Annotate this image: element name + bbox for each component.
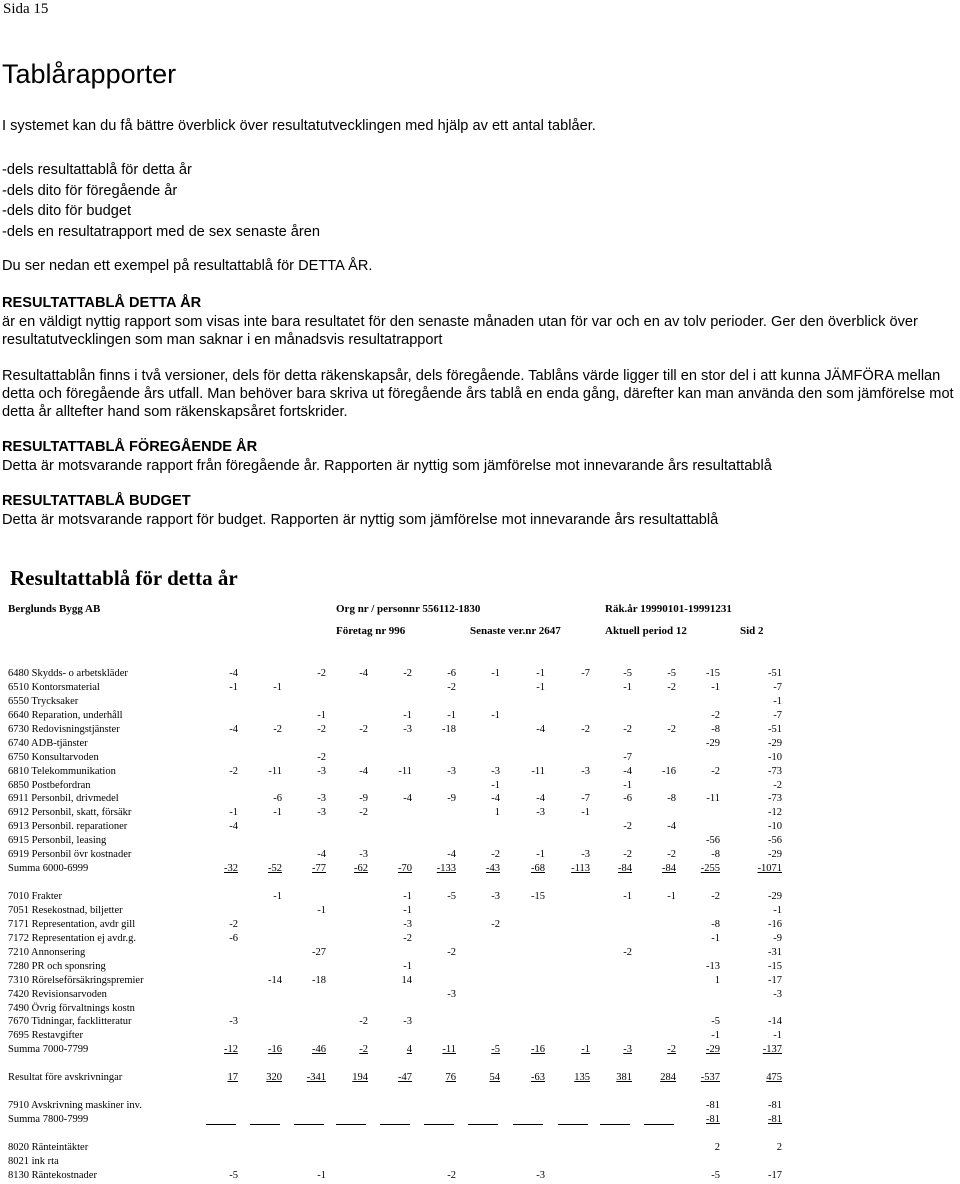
report-account-name: 6919 Personbil övr kostnader — [8, 849, 132, 861]
report-cell: -2 — [317, 668, 326, 679]
report-account-name: 7695 Restavgifter — [8, 1030, 83, 1042]
report-cell: -6 — [229, 932, 238, 944]
report-cell: -11 — [268, 765, 282, 777]
report-table — [0, 668, 786, 1184]
report-cell: -2 — [711, 709, 720, 721]
report-cell: -81 — [706, 1100, 720, 1112]
report-cell: 284 — [660, 1072, 676, 1084]
report-cell: -84 — [618, 863, 632, 875]
report-cell: -2 — [491, 849, 500, 861]
report-cell: -2 — [667, 849, 676, 861]
report-row — [0, 710, 786, 724]
report-cell: -2 — [359, 807, 368, 819]
report-cell: 135 — [574, 1072, 590, 1084]
report-cell: -11 — [531, 765, 545, 777]
report-account-name: 7490 Övrig förvaltnings kostn — [8, 1002, 135, 1014]
report-cell: -56 — [768, 835, 782, 847]
report-account-name: 6850 Postbefordran — [8, 779, 91, 791]
bullet-item: -dels resultattablå för detta år — [2, 162, 192, 178]
report-cell: -14 — [268, 974, 282, 986]
report-cell: -46 — [312, 1044, 326, 1056]
report-cell: -12 — [768, 807, 782, 819]
report-cell: -17 — [768, 1169, 782, 1181]
report-cell: -9 — [359, 793, 368, 805]
report-cell: -4 — [317, 849, 326, 861]
report-cell: -1 — [711, 932, 720, 944]
report-cell: -8 — [667, 793, 676, 805]
report-cell: -7 — [773, 709, 782, 721]
report-cell: -9 — [447, 793, 456, 805]
report-account-name: 7420 Revisionsarvoden — [8, 988, 107, 1000]
report-cell: -1 — [667, 891, 676, 902]
section-detta-ar-heading: RESULTATTABLÅ DETTA ÅR — [2, 295, 202, 311]
report-cell: 76 — [445, 1072, 456, 1084]
report-row — [0, 877, 786, 891]
report-cell: -4 — [536, 723, 545, 735]
report-row — [0, 933, 786, 947]
report-cell: -7 — [623, 751, 632, 763]
bullet-item: -dels dito för föregående år — [2, 182, 178, 199]
report-cell: -1 — [711, 1030, 720, 1042]
report-cell: -51 — [768, 723, 782, 735]
bullet-item: -dels dito för budget — [2, 203, 131, 219]
report-account-name: 7010 Frakter — [8, 891, 62, 902]
report-cell: -84 — [662, 863, 676, 875]
report-cell: 2 — [776, 1141, 782, 1153]
report-account-name: 7670 Tidningar, facklitteratur — [8, 1016, 132, 1028]
report-account-name: 7910 Avskrivning maskiner inv. — [8, 1100, 142, 1112]
report-cell: -1 — [536, 668, 545, 679]
report-sum-row — [0, 863, 786, 877]
report-cell: -3 — [623, 1044, 632, 1056]
report-blank-line — [294, 1124, 324, 1125]
report-sid: Sid 2 — [740, 625, 764, 637]
report-senaste-ver: Senaste ver.nr 2647 — [470, 625, 561, 637]
report-cell: -77 — [312, 863, 326, 875]
report-cell: -2 — [403, 668, 412, 679]
report-blank-line — [468, 1124, 498, 1125]
report-cell: -2 — [317, 751, 326, 763]
report-cell: -3 — [447, 765, 456, 777]
report-blank-line — [380, 1124, 410, 1125]
bullet-item: -dels en resultatrapport med de sex senaste åren — [2, 223, 320, 240]
report-cell: -3 — [536, 807, 545, 819]
report-cell: -15 — [768, 960, 782, 972]
report-cell: 194 — [352, 1072, 368, 1084]
report-cell: -29 — [768, 849, 782, 861]
report-blank-line — [206, 1124, 236, 1125]
report-screenshot — [0, 560, 786, 1181]
report-cell: -4 — [229, 668, 238, 679]
report-cell: -5 — [711, 1169, 720, 1181]
report-cell: -16 — [662, 765, 676, 777]
report-cell: -4 — [229, 821, 238, 833]
report-cell: -7 — [581, 668, 590, 679]
report-row — [0, 682, 786, 696]
report-account-name: 6740 ADB-tjänster — [8, 737, 88, 749]
report-row — [0, 989, 786, 1003]
bullet-list — [2, 160, 960, 242]
report-row — [0, 1156, 786, 1170]
report-cell: -63 — [531, 1072, 545, 1084]
report-account-name: 6810 Telekommunikation — [8, 765, 116, 777]
report-cell: -4 — [623, 765, 632, 777]
report-row — [0, 780, 786, 794]
report-cell: -1 — [273, 807, 282, 819]
report-cell: -2 — [623, 849, 632, 861]
report-blank-line — [250, 1124, 280, 1125]
report-cell: -2 — [623, 946, 632, 958]
report-cell: -1 — [773, 1030, 782, 1042]
report-cell: -2 — [447, 681, 456, 693]
report-cell: 1 — [714, 974, 720, 986]
report-cell: -1 — [536, 681, 545, 693]
report-cell: -70 — [398, 863, 412, 875]
report-row — [0, 1086, 786, 1100]
report-cell: -4 — [359, 668, 368, 679]
report-account-name: Summa 7000-7799 — [8, 1044, 89, 1056]
report-row — [0, 1058, 786, 1072]
report-cell: 475 — [766, 1072, 782, 1084]
report-cell: -5 — [623, 668, 632, 679]
report-cell: -5 — [491, 1044, 500, 1056]
report-cell: -2 — [359, 723, 368, 735]
report-cell: -10 — [768, 821, 782, 833]
report-cell: -73 — [768, 793, 782, 805]
example-line: Du ser nedan ett exempel på resultattablå för DETTA ÅR. — [2, 258, 373, 274]
report-foretag-nr: Företag nr 996 — [336, 625, 406, 637]
report-account-name: 6915 Personbil, leasing — [8, 835, 107, 847]
report-account-name: 7310 Rörelseförsäkringspremier — [8, 974, 144, 986]
report-row — [0, 668, 786, 682]
report-cell: -10 — [768, 751, 782, 763]
section-foregaende-heading: RESULTATTABLÅ FÖREGÅENDE ÅR — [2, 439, 258, 455]
report-account-name: 7172 Representation ej avdr.g. — [8, 932, 137, 944]
report-row — [0, 1170, 786, 1184]
section-budget-text: Detta är motsvarande rapport för budget. Rapporten är nyttig som jämförelse mot innevarande års resultattablå — [2, 512, 719, 528]
report-cell: -4 — [447, 849, 456, 861]
section-budget-heading: RESULTATTABLÅ BUDGET — [2, 493, 191, 509]
report-cell: -11 — [398, 765, 412, 777]
report-row — [0, 1142, 786, 1156]
report-sum-row — [0, 1044, 786, 1058]
report-cell: -43 — [486, 863, 500, 875]
report-cell: -3 — [536, 1169, 545, 1181]
report-account-name: 6480 Skydds- o arbetskläder — [8, 668, 128, 679]
report-cell: -11 — [706, 793, 720, 805]
report-rakar: Räk.år 19990101-19991231 — [605, 603, 732, 615]
report-cell: -2 — [447, 946, 456, 958]
report-company: Berglunds Bygg AB — [8, 603, 101, 615]
report-cell: -81 — [768, 1100, 782, 1112]
section-detta-ar-text1: är en väldigt nyttig rapport som visas inte bara resultatet för den senaste månaden utan för var och en av tolv perioder. Ger den överblick över resultatutvecklingen som man saknar i en månadsvis resultatrapport — [2, 314, 918, 348]
report-cell: 17 — [227, 1072, 238, 1084]
report-blank-line — [644, 1124, 674, 1125]
report-account-name: 8021 ink rta — [8, 1155, 59, 1167]
report-account-name: 6750 Konsultarvoden — [8, 751, 99, 763]
report-cell: -3 — [403, 723, 412, 735]
report-cell: -15 — [531, 891, 545, 902]
report-cell: -3 — [229, 1016, 238, 1028]
report-cell: -5 — [711, 1016, 720, 1028]
report-cell: -1 — [403, 709, 412, 721]
report-blank-line — [558, 1124, 588, 1125]
report-cell: -2 — [667, 681, 676, 693]
report-cell: -1 — [447, 709, 456, 721]
report-account-name: 6550 Trycksaker — [8, 695, 79, 707]
report-title: Resultattablå för detta år — [10, 566, 238, 590]
report-cell: -13 — [706, 960, 720, 972]
report-row — [0, 905, 786, 919]
report-row — [0, 1128, 786, 1142]
report-cell: -56 — [706, 835, 720, 847]
report-cell: -3 — [359, 849, 368, 861]
report-row — [0, 766, 786, 780]
report-account-name: 7210 Annonsering — [8, 946, 86, 958]
report-cell: -5 — [447, 891, 456, 902]
report-cell: 54 — [489, 1072, 500, 1084]
report-cell: -5 — [229, 1169, 238, 1181]
report-cell: 320 — [266, 1072, 282, 1084]
report-cell: -2 — [273, 723, 282, 735]
report-cell: -6 — [273, 793, 282, 805]
report-cell: -52 — [268, 863, 282, 875]
report-cell: -1 — [773, 904, 782, 916]
report-cell: -14 — [768, 1016, 782, 1028]
report-cell: -1 — [403, 891, 412, 902]
report-cell: -29 — [706, 1044, 720, 1056]
report-cell: -1 — [229, 807, 238, 819]
report-sum-row — [0, 1114, 786, 1128]
report-cell: -73 — [768, 765, 782, 777]
report-cell: -1 — [229, 681, 238, 693]
report-cell: -2 — [359, 1044, 368, 1056]
report-aktuell-period: Aktuell period 12 — [605, 625, 687, 637]
report-cell: -18 — [312, 974, 326, 986]
report-account-name: 6510 Kontorsmaterial — [8, 681, 100, 693]
report-cell: -255 — [700, 863, 720, 875]
report-cell: -2 — [667, 1044, 676, 1056]
report-cell: -3 — [317, 807, 326, 819]
report-cell: -1 — [773, 695, 782, 707]
report-row — [0, 1016, 786, 1030]
report-account-name: 6911 Personbil, drivmedel — [8, 793, 119, 805]
report-cell: -81 — [706, 1114, 720, 1125]
report-cell: -1 — [403, 904, 412, 916]
report-cell: -3 — [581, 765, 590, 777]
report-cell: -137 — [762, 1044, 782, 1056]
report-row — [0, 1030, 786, 1044]
report-cell: -47 — [398, 1072, 412, 1084]
report-account-name: 6640 Reparation, underhåll — [8, 709, 123, 721]
report-blank-line — [600, 1124, 630, 1125]
report-cell: -3 — [447, 988, 456, 1000]
report-account-name: 8020 Ränteintäkter — [8, 1141, 89, 1153]
report-cell: -81 — [768, 1114, 782, 1125]
report-blank-line — [513, 1124, 543, 1125]
report-cell: -1 — [317, 1169, 326, 1181]
report-cell: -12 — [224, 1044, 238, 1056]
report-org-nr: Org nr / personnr 556112-1830 — [336, 603, 481, 615]
report-cell: -8 — [711, 849, 720, 861]
report-row — [0, 807, 786, 821]
report-row — [0, 891, 786, 905]
report-row — [0, 1100, 786, 1114]
report-cell: -8 — [711, 723, 720, 735]
report-cell: -1 — [491, 779, 500, 791]
report-cell: -4 — [359, 765, 368, 777]
report-blank-line — [424, 1124, 454, 1125]
page-title: Tablårapporter — [2, 59, 177, 89]
report-cell: -1 — [273, 681, 282, 693]
report-cell: 381 — [616, 1072, 632, 1084]
report-cell: -3 — [773, 988, 782, 1000]
report-cell: -62 — [354, 863, 368, 875]
report-row — [0, 849, 786, 863]
report-cell: -11 — [442, 1044, 456, 1056]
report-cell: -1 — [711, 681, 720, 693]
report-cell: -1 — [403, 960, 412, 972]
report-blank-line — [336, 1124, 366, 1125]
report-cell: -3 — [491, 891, 500, 902]
report-cell: -27 — [312, 946, 326, 958]
report-cell: -7 — [773, 681, 782, 693]
report-cell: -1 — [491, 709, 500, 721]
report-account-name: 8130 Räntekostnader — [8, 1169, 97, 1181]
report-row — [0, 1003, 786, 1017]
report-cell: -29 — [706, 737, 720, 749]
report-cell: -3 — [403, 1016, 412, 1028]
report-cell: -68 — [531, 863, 545, 875]
report-cell: -1 — [317, 904, 326, 916]
report-cell: -16 — [531, 1044, 545, 1056]
report-cell: -3 — [581, 849, 590, 861]
report-cell: -113 — [571, 863, 590, 875]
report-cell: -2 — [773, 779, 782, 791]
report-cell: -31 — [768, 946, 782, 958]
report-cell: -7 — [581, 793, 590, 805]
report-row — [0, 975, 786, 989]
report-cell: -8 — [711, 918, 720, 930]
report-cell: 4 — [406, 1044, 412, 1056]
report-cell: -5 — [667, 668, 676, 679]
report-cell: -2 — [711, 765, 720, 777]
report-cell: -1 — [491, 668, 500, 679]
report-cell: -2 — [667, 723, 676, 735]
report-account-name: 7171 Representation, avdr gill — [8, 918, 136, 930]
report-cell: -51 — [768, 668, 782, 679]
report-row — [0, 835, 786, 849]
report-cell: -1 — [623, 779, 632, 791]
report-cell: -1 — [581, 807, 590, 819]
report-cell: -2 — [447, 1169, 456, 1181]
report-cell: -1 — [581, 1044, 590, 1056]
report-cell: 14 — [401, 974, 412, 986]
report-cell: -341 — [306, 1072, 326, 1084]
report-row — [0, 793, 786, 807]
report-cell: -3 — [491, 765, 500, 777]
report-cell: -2 — [623, 821, 632, 833]
report-row — [0, 724, 786, 738]
report-account-name: 6913 Personbil. reparationer — [8, 821, 128, 833]
report-cell: -6 — [447, 668, 456, 679]
report-row — [0, 821, 786, 835]
report-sum-row — [0, 1072, 786, 1086]
report-cell: -2 — [581, 723, 590, 735]
report-cell: -133 — [436, 863, 456, 875]
report-cell: -32 — [224, 863, 238, 875]
report-cell: -29 — [768, 891, 782, 902]
report-cell: -16 — [768, 918, 782, 930]
report-cell: -9 — [773, 932, 782, 944]
report-cell: -4 — [667, 821, 676, 833]
report-row — [0, 752, 786, 766]
report-cell: -2 — [623, 723, 632, 735]
report-cell: -2 — [229, 918, 238, 930]
report-cell: -4 — [491, 793, 500, 805]
report-account-name: Resultat före avskrivningar — [8, 1072, 123, 1084]
report-account-name: 7280 PR och sponsring — [8, 960, 106, 972]
report-cell: -1 — [623, 681, 632, 693]
report-cell: -2 — [403, 932, 412, 944]
report-cell: -2 — [359, 1016, 368, 1028]
section-detta-ar-text2: Resultattablån finns i två versioner, dels för detta räkenskapsår, dels föregående. Tablåns värde ligger till en stor del i att kunna JÄMFÖRA mellan detta och föregående års utfall. Man behöver bara skriva ut föregående års tablå en enda gång, därefter kan man använda den som jämförelse mot detta år alltefter hand som räkenskapsåret fortskrider. — [2, 368, 954, 420]
report-cell: -6 — [623, 793, 632, 805]
report-account-name: Summa 7800-7999 — [8, 1114, 89, 1125]
report-cell: -3 — [317, 793, 326, 805]
report-cell: 2 — [714, 1141, 720, 1153]
report-cell: -3 — [403, 918, 412, 930]
report-row — [0, 696, 786, 710]
report-cell: -15 — [706, 668, 720, 679]
report-cell: 1 — [494, 807, 500, 819]
report-account-name: 6730 Redovisningstjänster — [8, 723, 120, 735]
report-row — [0, 738, 786, 752]
report-cell: -4 — [536, 793, 545, 805]
report-cell: -1 — [623, 891, 632, 902]
report-cell: -1071 — [757, 863, 782, 875]
page-number: Sida 15 — [3, 1, 49, 17]
report-cell: -2 — [491, 918, 500, 930]
report-cell: -2 — [711, 891, 720, 902]
report-cell: -1 — [536, 849, 545, 861]
report-cell: -537 — [700, 1072, 720, 1084]
section-foregaende-text: Detta är motsvarande rapport från föregående år. Rapporten är nyttig som jämförelse mot innevarande års resultattablå — [2, 458, 772, 474]
report-cell: -17 — [768, 974, 782, 986]
report-cell: -4 — [229, 723, 238, 735]
report-cell: -16 — [268, 1044, 282, 1056]
report-cell: -1 — [317, 709, 326, 721]
report-cell: -2 — [317, 723, 326, 735]
report-cell: -1 — [273, 891, 282, 902]
report-account-name: 6912 Personbil, skatt, försäkr — [8, 807, 132, 819]
intro-text: I systemet kan du få bättre överblick över resultatutvecklingen med hjälp av ett antal tablåer. — [2, 118, 596, 134]
report-cell: -3 — [317, 765, 326, 777]
report-account-name: Summa 6000-6999 — [8, 863, 89, 875]
report-row — [0, 961, 786, 975]
report-row — [0, 919, 786, 933]
report-row — [0, 947, 786, 961]
report-cell: -29 — [768, 737, 782, 749]
report-account-name: 7051 Resekostnad, biljetter — [8, 904, 123, 916]
report-cell: -2 — [229, 765, 238, 777]
report-cell: -4 — [403, 793, 412, 805]
report-cell: -18 — [442, 723, 456, 735]
